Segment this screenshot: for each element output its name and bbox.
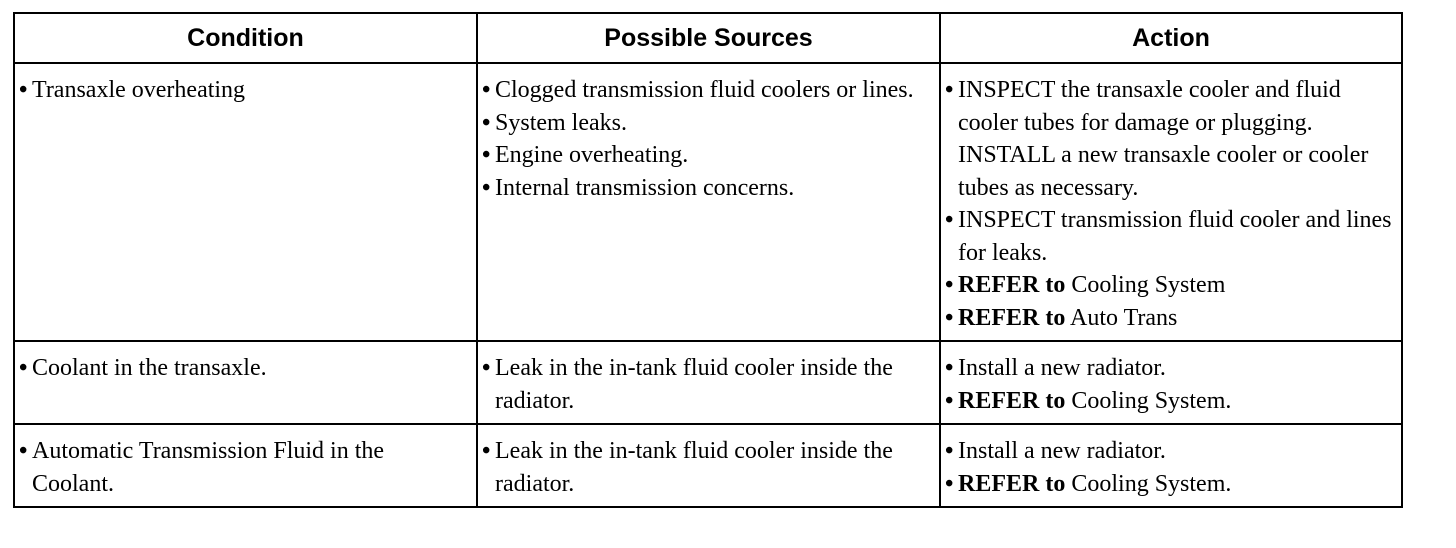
action-cell (940, 341, 1402, 424)
condition-item-text: Transaxle overheating (32, 77, 246, 103)
refer-target: Cooling System. (1071, 387, 1232, 414)
condition-item (19, 435, 468, 500)
refer-keyword: REFER to (958, 470, 1066, 497)
condition-content (15, 425, 476, 506)
bullet-dot: • (945, 304, 954, 331)
source-item (482, 435, 931, 500)
table-row (14, 424, 1402, 507)
action-content (941, 425, 1401, 506)
source-item (482, 107, 931, 140)
condition-content (15, 342, 476, 391)
bullet-dot: • (945, 207, 954, 233)
action-item (945, 385, 1395, 418)
refer-target: Cooling System (1071, 272, 1226, 298)
action-item-text: INSPECT transmission fluid cooler and lines for leaks. (958, 207, 1392, 266)
source-item (482, 172, 931, 205)
refer-keyword: REFER to (958, 304, 1066, 331)
refer-target: Cooling System. (1071, 470, 1232, 497)
action-item-text (958, 468, 1395, 501)
bullet-dot: • (19, 355, 28, 381)
bullet-dot: • (482, 142, 491, 168)
condition-cell (14, 341, 477, 424)
condition-item-text: Coolant in the transaxle. (32, 355, 267, 381)
source-item-text: Clogged transmission fluid coolers or lines. (495, 77, 914, 103)
condition-content (15, 64, 476, 113)
source-item-text: Leak in the in-tank fluid cooler inside the radiator. (495, 355, 893, 414)
bullet-dot: • (19, 438, 28, 464)
action-cell (940, 424, 1402, 507)
condition-item-text: Automatic Transmission Fluid in the Coolant. (32, 438, 385, 497)
bullet-dot: • (19, 77, 28, 103)
bullet-dot: • (482, 109, 491, 136)
diagnosis-table (13, 12, 1403, 508)
source-item-text: Leak in the in-tank fluid cooler inside the radiator. (495, 438, 893, 497)
bullet-dot: • (945, 438, 954, 464)
bullet-dot: • (945, 272, 954, 298)
action-item (945, 302, 1395, 335)
condition-item (19, 74, 468, 107)
bullet-dot: • (482, 77, 491, 103)
header-condition: Condition (14, 13, 477, 63)
condition-cell (14, 424, 477, 507)
header-possible-sources: Possible Sources (477, 13, 940, 63)
action-item-text (958, 269, 1395, 302)
refer-keyword: REFER to (958, 387, 1066, 414)
action-item (945, 468, 1395, 501)
action-item-text: INSPECT the transaxle cooler and fluid cooler tubes for damage or plugging. INSTALL a new transaxle cooler or cooler tubes as necessary. (958, 77, 1369, 201)
table-row (14, 63, 1402, 341)
refer-target: Auto Trans (1070, 304, 1178, 331)
refer-keyword: REFER to (958, 272, 1066, 298)
bullet-dot: • (482, 438, 491, 464)
bullet-dot: • (482, 174, 491, 201)
header-action: Action (940, 13, 1402, 63)
action-item (945, 74, 1395, 204)
sources-cell (477, 341, 940, 424)
condition-item (19, 352, 468, 385)
sources-content (478, 64, 939, 210)
action-item-text: Install a new radiator. (958, 438, 1166, 464)
action-item (945, 352, 1395, 385)
bullet-dot: • (945, 387, 954, 414)
action-item-text (958, 302, 1395, 335)
action-cell (940, 63, 1402, 341)
action-content (941, 64, 1401, 340)
bullet-dot: • (945, 355, 954, 381)
action-item (945, 435, 1395, 468)
sources-content (478, 342, 939, 423)
bullet-dot: • (945, 470, 954, 497)
sources-cell (477, 424, 940, 507)
source-item-text: Internal transmission concerns. (495, 174, 795, 201)
source-item (482, 352, 931, 417)
bullet-dot: • (482, 355, 491, 381)
header-row (14, 13, 1402, 63)
action-content (941, 342, 1401, 423)
action-item (945, 269, 1395, 302)
bullet-dot: • (945, 77, 954, 103)
action-item-text: Install a new radiator. (958, 355, 1166, 381)
source-item (482, 139, 931, 172)
action-item (945, 204, 1395, 269)
condition-cell (14, 63, 477, 341)
sources-cell (477, 63, 940, 341)
source-item-text: Engine overheating. (495, 142, 689, 168)
table-row (14, 341, 1402, 424)
action-item-text (958, 385, 1395, 418)
source-item-text: System leaks. (495, 109, 627, 136)
source-item (482, 74, 931, 107)
sources-content (478, 425, 939, 506)
